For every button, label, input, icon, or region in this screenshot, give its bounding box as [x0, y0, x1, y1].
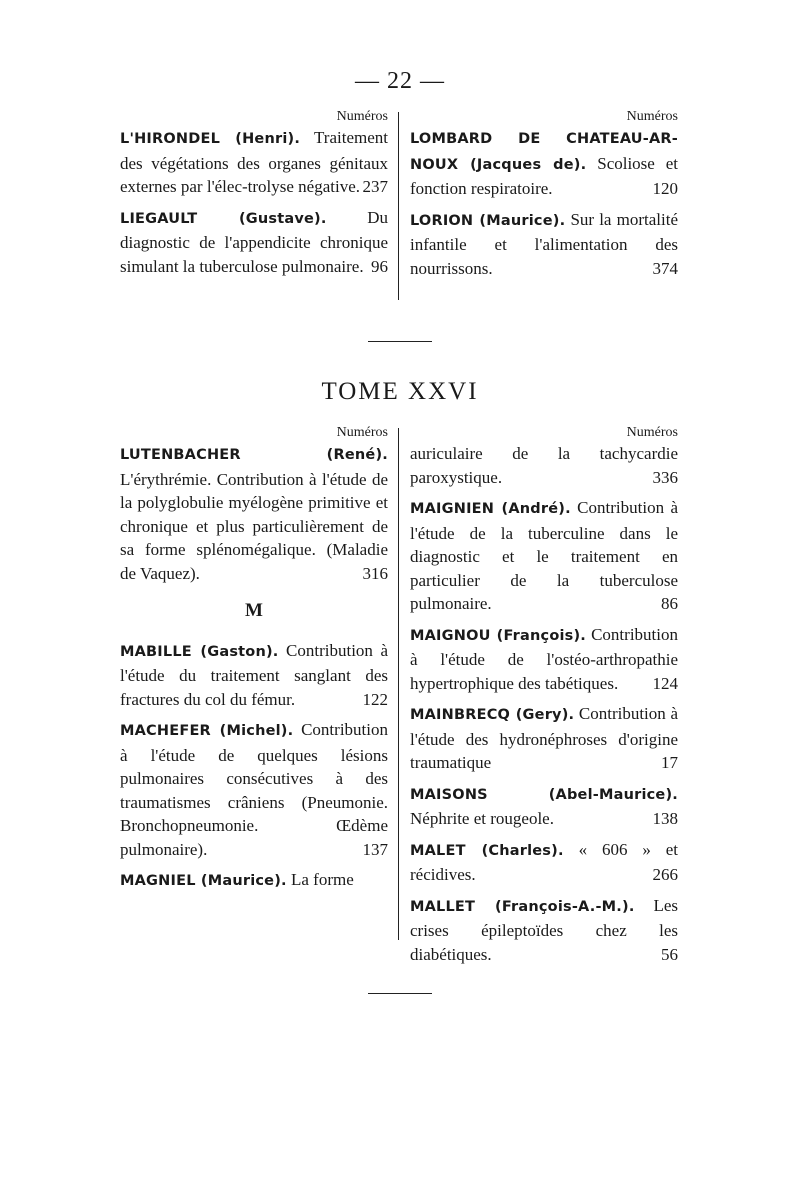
numeros-header: Numéros — [336, 425, 388, 440]
entry-number: 266 — [652, 865, 678, 884]
entry-number: 316 — [362, 563, 388, 583]
entry-number: 124 — [652, 673, 678, 693]
index-entry — [120, 639, 388, 712]
continued-entry — [410, 442, 678, 489]
index-entry — [410, 623, 678, 696]
author-name: MAGNIEL (Maurice). — [120, 873, 287, 889]
author-name: LORION (Maurice). — [410, 212, 566, 229]
thesis-title: Scoliose et fonction respiratoire. — [410, 153, 679, 198]
section-separator — [368, 993, 432, 994]
thesis-title: Contribution à l'étude du traitement sanglant des fractures du col du fémur. — [120, 640, 388, 709]
bottom-left-column — [120, 424, 388, 901]
author-name: LOMBARD DE CHATEAU-AR-NOUX (Jacques de). — [410, 131, 678, 173]
entry-number: 137 — [362, 839, 388, 859]
entry-number: 96 — [371, 256, 388, 276]
author-name: MACHEFER (Michel). — [120, 723, 294, 739]
index-entry — [410, 496, 678, 616]
entry-number: 17 — [661, 753, 678, 772]
author-name: MAIGNIEN (André). — [410, 501, 571, 517]
author-name: MALLET (François-A.-M.). — [410, 898, 635, 915]
thesis-title: La forme — [290, 870, 354, 889]
index-entry — [410, 208, 678, 281]
thesis-title: Néphrite et rougeole. — [410, 809, 554, 828]
author-name: MAISONS (Abel-Maurice). — [410, 786, 678, 803]
index-entry — [410, 838, 678, 887]
section-separator — [368, 341, 432, 342]
bottom-right-column — [410, 424, 678, 973]
index-entry — [120, 206, 388, 279]
top-right-column — [410, 108, 678, 287]
author-name: MAINBRECQ (Gery). — [410, 707, 575, 723]
thesis-title: Du diagnostic de l'appendicite chronique simulant la tuberculose pulmonaire. — [120, 207, 388, 276]
entry-number: 237 — [362, 177, 388, 196]
thesis-title: Sur la mortalité infantile et l'alimentation des nourrissons. — [410, 209, 678, 278]
numeros-header: Numéros — [626, 425, 678, 440]
author-name: MALET (Charles). — [410, 842, 564, 859]
author-name: MAIGNOU (François). — [410, 627, 587, 644]
numeros-header: Numéros — [626, 109, 678, 124]
index-entry — [120, 442, 388, 585]
thesis-title: Traitement des végétations des organes génitaux externes par l'élec-trolyse négative. — [120, 128, 388, 196]
entry-number: 120 — [652, 179, 678, 198]
author-name: MABILLE (Gaston). — [120, 643, 279, 660]
index-entry — [410, 126, 678, 201]
entry-number: 336 — [652, 467, 678, 487]
thesis-title: Contribution à l'étude de quelques lésions pulmonaires consécutives à des traumatismes crâniens (Pneumonie. Bronchopneumonie. Œdème pulmonaire). — [120, 720, 388, 859]
entry-number: 138 — [652, 809, 678, 828]
entry-number: 56 — [661, 944, 678, 964]
tome-title: TOME XXVI — [321, 378, 479, 405]
entry-number: 374 — [652, 258, 678, 278]
index-entry — [120, 126, 388, 199]
index-entry — [120, 718, 388, 861]
index-entry — [120, 868, 388, 894]
author-name: L'HIRONDEL (Henri). — [120, 131, 301, 147]
top-left-column — [120, 108, 388, 285]
thesis-title: Contribution à l'étude des hydronéphroses d'origine traumatique — [410, 704, 678, 772]
index-entry — [410, 702, 678, 775]
numeros-header: Numéros — [336, 109, 388, 124]
author-name: LUTENBACHER (René). — [120, 447, 388, 463]
thesis-title: Contribution à l'étude de l'ostéo-arthropathie hypertrophique des tabétiques. — [410, 624, 678, 693]
section-letter: M — [245, 600, 263, 621]
index-entry — [410, 894, 678, 967]
thesis-title: auriculaire de la tachycardie paroxystique. — [410, 444, 678, 487]
thesis-title: Contribution à l'étude de la tuberculine dans le diagnostic et le traitement en particulier de la tuberculose pulmonaire. — [410, 498, 678, 613]
column-divider — [398, 112, 399, 300]
column-divider — [398, 428, 399, 940]
thesis-title: Les crises épileptoïdes chez les diabétiques. — [410, 895, 679, 964]
thesis-title: « 606 » et récidives. — [410, 839, 678, 884]
entry-number: 122 — [362, 689, 388, 709]
page-number: — 22 — — [355, 68, 445, 94]
index-entry — [410, 782, 678, 831]
entry-number: 86 — [661, 594, 678, 613]
author-name: LIEGAULT (Gustave). — [120, 210, 327, 227]
thesis-title: L'érythrémie. Contribution à l'étude de la polyglobulie myélogène primitive et chronique et plus particulièrement de sa forme splénomégalique. (Maladie de Vaquez). — [120, 469, 388, 583]
